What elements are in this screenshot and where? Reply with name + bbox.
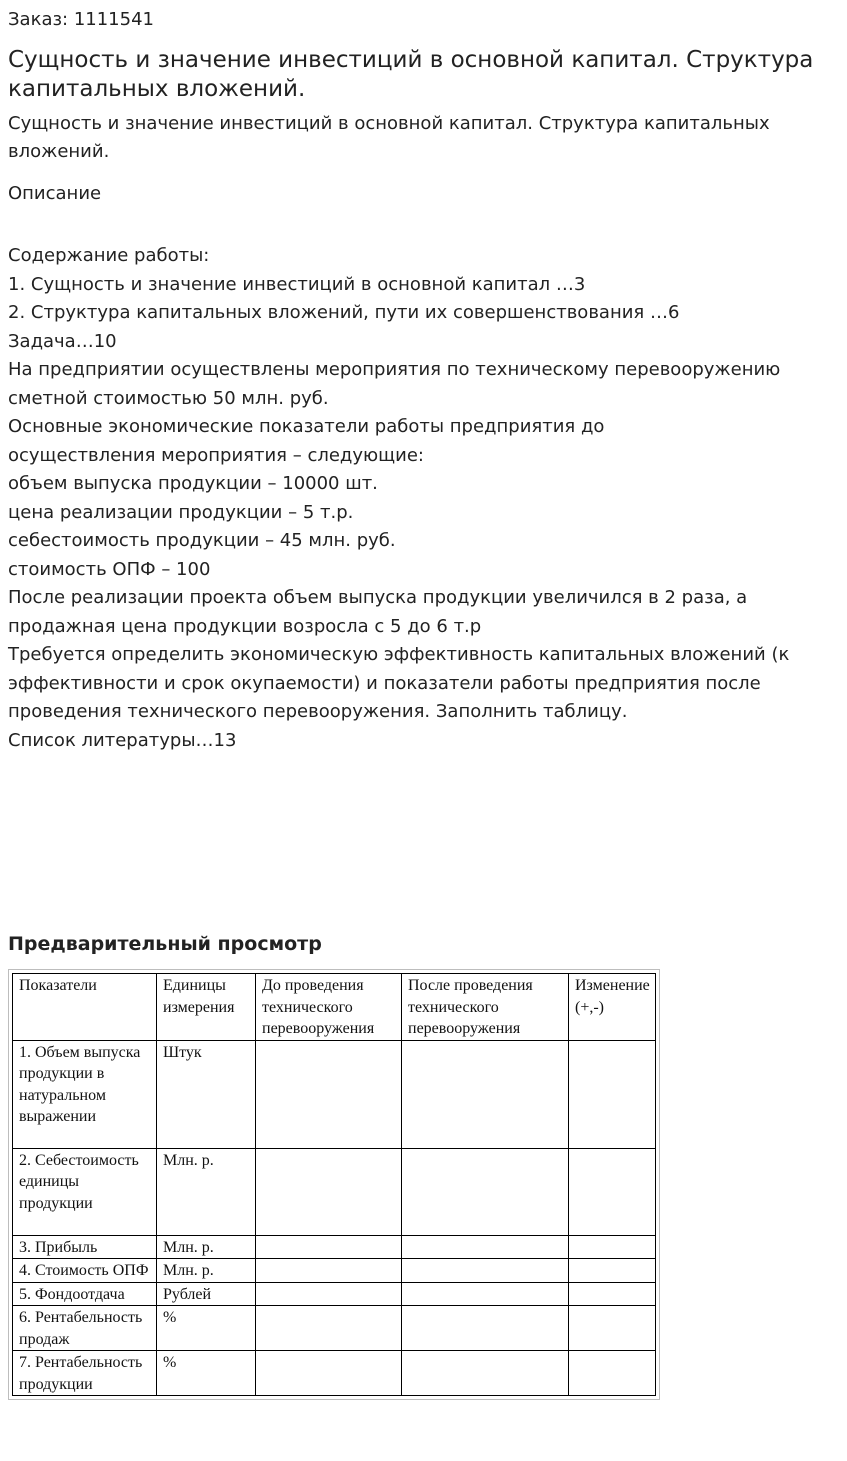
table-row xyxy=(13,1040,656,1148)
table-cell xyxy=(402,1040,569,1148)
table-cell xyxy=(402,1235,569,1259)
table-cell xyxy=(569,1040,656,1148)
table-cell xyxy=(569,1351,656,1396)
table-row xyxy=(13,1306,656,1351)
page-subtitle: Сущность и значение инвестиций в основной капитал. Структура капитальных вложений. xyxy=(8,113,770,162)
body-line: Список литературы…13 xyxy=(8,729,237,751)
table-cell: Штук xyxy=(157,1040,256,1148)
table-cell xyxy=(256,1235,402,1259)
table-cell xyxy=(402,1259,569,1283)
table-cell xyxy=(256,1040,402,1148)
table-cell: Млн. р. xyxy=(157,1148,256,1235)
body-line: цена реализации продукции – 5 т.р. xyxy=(8,501,354,523)
table-cell xyxy=(256,1351,402,1396)
table-cell: Млн. р. xyxy=(157,1235,256,1259)
table-cell: % xyxy=(157,1306,256,1351)
table-row xyxy=(13,1351,656,1396)
table-row xyxy=(13,1282,656,1306)
table-cell: 5. Фондоотдача xyxy=(13,1282,157,1306)
header-cell: До проведения технического перевооружения xyxy=(256,974,402,1041)
page-title: Сущность и значение инвестиций в основной капитал. Структура капитальных вложений. xyxy=(8,47,814,102)
body-line: Основные экономические показатели работы предприятия до xyxy=(8,416,605,437)
body-line: 1. Сущность и значение инвестиций в основной капитал …3 xyxy=(8,273,586,295)
table-cell xyxy=(256,1148,402,1235)
table-cell xyxy=(569,1235,656,1259)
table-cell xyxy=(402,1306,569,1351)
table-row xyxy=(13,1259,656,1283)
description-body xyxy=(8,242,839,755)
table-cell: 4. Стоимость ОПФ xyxy=(13,1259,157,1283)
table-header-row xyxy=(13,974,656,1041)
body-line: эффективности и срок окупаемости) и показатели работы предприятия после xyxy=(8,672,761,694)
header-cell: Единицы измерения xyxy=(157,974,256,1041)
body-line: На предприятии осуществлены мероприятия по техническому перевооружению xyxy=(8,359,781,380)
table-cell xyxy=(569,1259,656,1283)
body-line: Требуется определить экономическую эффективность капитальных вложений (к xyxy=(8,644,790,665)
table-cell xyxy=(402,1282,569,1306)
body-line: себестоимость продукции – 45 млн. руб. xyxy=(8,530,396,551)
table-cell: 6. Рентабельность продаж xyxy=(13,1306,157,1351)
indicators-table xyxy=(12,973,656,1396)
table-cell xyxy=(402,1351,569,1396)
table-cell xyxy=(256,1282,402,1306)
body-line: проведения технического перевооружения. Заполнить таблицу. xyxy=(8,701,628,722)
body-line: объем выпуска продукции – 10000 шт. xyxy=(8,473,378,494)
table-cell xyxy=(402,1148,569,1235)
table-cell: Рублей xyxy=(157,1282,256,1306)
preview-heading: Предварительный просмотр xyxy=(8,933,322,955)
body-line: продажная цена продукции возросла с 5 до 6 т.р xyxy=(8,615,482,637)
description-heading: Описание xyxy=(8,183,102,204)
body-line: осуществления мероприятия – следующие: xyxy=(8,444,424,466)
body-line: 2. Структура капитальных вложений, пути их совершенствования …6 xyxy=(8,302,680,323)
header-cell: Изменение (+,-) xyxy=(569,974,656,1041)
order-number: Заказ: 1111541 xyxy=(8,9,154,30)
header-cell: Показатели xyxy=(13,974,157,1041)
table-row xyxy=(13,1148,656,1235)
body-line: Содержание работы: xyxy=(8,245,210,266)
table-row xyxy=(13,1235,656,1259)
body-line: После реализации проекта объем выпуска продукции увеличился в 2 раза, а xyxy=(8,587,748,608)
table-cell xyxy=(256,1306,402,1351)
table-cell: Млн. р. xyxy=(157,1259,256,1283)
table-cell: 1. Объем выпуска продукции в натуральном выражении xyxy=(13,1040,157,1148)
header-cell: После проведения технического перевооружения xyxy=(402,974,569,1041)
table-cell: 7. Рентабельность продукции xyxy=(13,1351,157,1396)
table-cell: % xyxy=(157,1351,256,1396)
table-cell: 2. Себестоимость единицы продукции xyxy=(13,1148,157,1235)
preview-image[interactable] xyxy=(8,969,660,1400)
table-cell xyxy=(256,1259,402,1283)
body-line: стоимость ОПФ – 100 xyxy=(8,558,211,580)
body-line: Задача…10 xyxy=(8,330,117,352)
table-cell xyxy=(569,1306,656,1351)
table-cell xyxy=(569,1148,656,1235)
table-cell xyxy=(569,1282,656,1306)
body-line: сметной стоимостью 50 млн. руб. xyxy=(8,387,329,409)
table-cell: 3. Прибыль xyxy=(13,1235,157,1259)
